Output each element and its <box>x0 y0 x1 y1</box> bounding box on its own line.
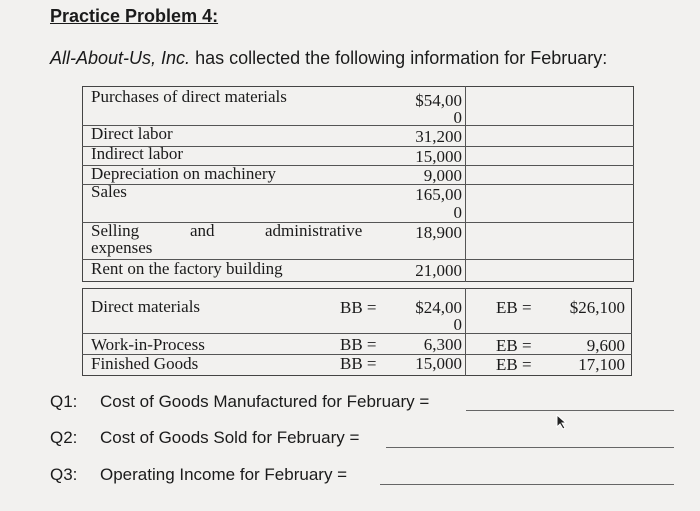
eb-label: EB = <box>496 298 532 317</box>
item-value-wrap: 0 <box>453 108 462 127</box>
answer-line-q3[interactable] <box>380 484 674 485</box>
item-label-wrap: expenses <box>91 238 153 257</box>
bb-value: 6,300 <box>423 335 462 354</box>
item-label: Sales <box>91 182 127 201</box>
item-label: and <box>190 221 215 240</box>
inventory-label: Finished Goods <box>91 354 199 373</box>
intro-description: has collected the following information for February: <box>195 48 608 68</box>
answer-line-q2[interactable] <box>386 447 674 448</box>
item-label: Depreciation on machinery <box>91 164 277 183</box>
bb-label: BB = <box>340 354 377 373</box>
item-value: $54,00 <box>415 91 462 110</box>
inventory-label: Direct materials <box>91 297 201 316</box>
item-label: Rent on the factory building <box>91 259 283 278</box>
item-label: Indirect labor <box>91 144 184 163</box>
item-value: 21,000 <box>415 261 462 280</box>
row-divider <box>82 184 634 185</box>
bb-value: 15,000 <box>415 354 462 373</box>
answer-line-q1[interactable] <box>466 410 674 411</box>
company-name: All-About-Us, Inc. <box>50 48 191 68</box>
bb-label: BB = <box>340 298 377 317</box>
item-label: administrative <box>265 221 363 240</box>
item-label: Selling <box>91 221 140 240</box>
eb-label: EB = <box>496 355 532 374</box>
item-label: Purchases of direct materials <box>91 87 287 106</box>
inventory-col-divider <box>465 288 466 376</box>
mouse-cursor-icon <box>556 414 570 435</box>
question-number: Q1: <box>50 392 78 411</box>
intro-text <box>50 48 607 69</box>
page-title: Practice Problem 4: <box>50 6 219 26</box>
bb-label: BB = <box>340 335 377 354</box>
question-text: Operating Income for February = <box>100 465 348 484</box>
item-value: 9,000 <box>423 166 462 185</box>
eb-value: 9,600 <box>586 336 625 355</box>
bb-value: $24,00 <box>415 298 462 317</box>
question-number: Q3: <box>50 465 78 484</box>
eb-label: EB = <box>496 336 532 355</box>
item-value: 18,900 <box>415 223 462 242</box>
question-text: Cost of Goods Manufactured for February = <box>100 392 430 411</box>
item-value: 15,000 <box>415 147 462 166</box>
item-value: 165,00 <box>415 185 462 204</box>
question-text: Cost of Goods Sold for February = <box>100 428 360 447</box>
item-label: Direct labor <box>91 124 173 143</box>
row-divider <box>82 333 632 334</box>
inventory-label: Work-in-Process <box>91 335 205 354</box>
eb-value: $26,100 <box>569 298 625 317</box>
item-value: 31,200 <box>415 127 462 146</box>
question-number: Q2: <box>50 428 78 447</box>
bb-value-wrap: 0 <box>453 315 462 334</box>
eb-value: 17,100 <box>578 355 625 374</box>
item-value-wrap: 0 <box>453 203 462 222</box>
